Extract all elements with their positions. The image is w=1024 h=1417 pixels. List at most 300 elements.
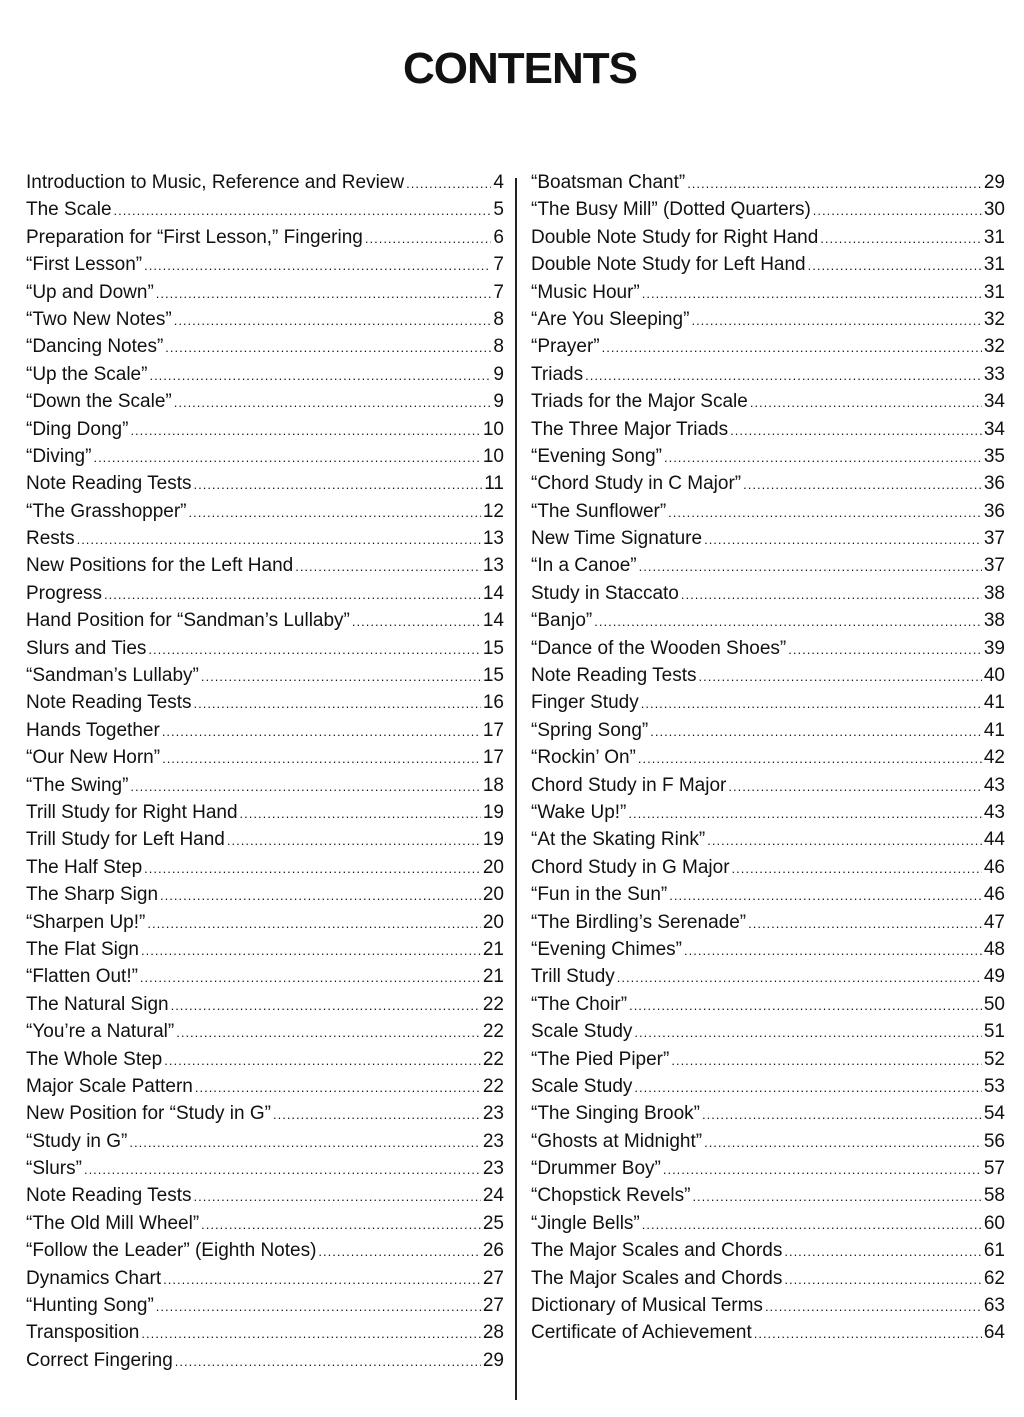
toc-entry-title: Finger Study	[531, 692, 639, 714]
toc-entry	[531, 254, 1005, 281]
dot-leader	[201, 669, 481, 684]
toc-entry	[26, 638, 504, 665]
toc-entry-page: 7	[493, 281, 504, 303]
dot-leader	[171, 998, 481, 1013]
toc-entry-title: Chord Study in F Major	[531, 774, 727, 796]
toc-entry	[26, 775, 504, 802]
toc-entry-page: 39	[983, 637, 1005, 659]
toc-entry-title: “Boatsman Chant”	[531, 172, 686, 193]
toc-entry-page: 43	[983, 801, 1005, 823]
toc-entry-title: Transposition	[26, 1322, 140, 1344]
toc-entry	[531, 309, 1005, 336]
toc-entry-title: “The Choir”	[531, 993, 628, 1015]
toc-entry	[26, 254, 504, 281]
toc-entry-title: The Half Step	[26, 856, 143, 878]
dot-leader	[156, 1299, 481, 1314]
toc-entry	[531, 1103, 1005, 1130]
dot-leader	[668, 505, 982, 520]
dot-leader	[634, 1025, 981, 1040]
dot-leader	[77, 532, 481, 547]
toc-entry-title: Scale Study	[531, 1021, 633, 1043]
toc-entry-page: 23	[482, 1158, 504, 1180]
dot-leader	[629, 998, 982, 1013]
dot-leader	[164, 1053, 481, 1068]
toc-entry	[26, 857, 504, 884]
dot-leader	[704, 1135, 982, 1150]
dot-leader	[162, 724, 481, 739]
toc-entry-page: 42	[983, 747, 1005, 769]
toc-entry	[531, 1049, 1005, 1076]
toc-entry-title: “Ding Dong”	[26, 418, 129, 440]
toc-entry-page: 18	[482, 774, 504, 796]
toc-entry-title: “Jingle Bells”	[531, 1212, 640, 1234]
dot-leader	[130, 423, 480, 438]
toc-entry-title: “Chopstick Revels”	[531, 1185, 691, 1207]
dot-leader	[743, 477, 982, 492]
toc-entry-page: 10	[482, 418, 504, 440]
dot-leader	[602, 340, 982, 355]
toc-entry	[531, 364, 1005, 391]
toc-entry-title: Certificate of Achievement	[531, 1322, 752, 1344]
toc-entry	[531, 1240, 1005, 1267]
toc-entry	[531, 747, 1005, 774]
toc-entry-title: “Our New Horn”	[26, 747, 161, 769]
toc-entry-title: Study in Staccato	[531, 582, 679, 604]
toc-entry	[531, 473, 1005, 500]
toc-entry	[26, 473, 504, 500]
toc-entry	[26, 939, 504, 966]
toc-entry-title: “The Grasshopper”	[26, 500, 187, 522]
dot-leader	[129, 1135, 480, 1150]
toc-entry-title: New Positions for the Left Hand	[26, 555, 294, 577]
toc-entry-title: Preparation for “First Lesson,” Fingering	[26, 226, 363, 248]
toc-entry-title: “Diving”	[26, 445, 92, 467]
toc-entry	[531, 1322, 1005, 1349]
toc-entry-page: 32	[983, 308, 1005, 330]
toc-entry-page: 31	[983, 281, 1005, 303]
toc-entry-page: 27	[482, 1267, 504, 1289]
toc-entry	[26, 1021, 504, 1048]
toc-entry-page: 33	[983, 363, 1005, 385]
toc-entry	[26, 610, 504, 637]
toc-entry-title: The Flat Sign	[26, 938, 139, 960]
dot-leader	[195, 1080, 481, 1095]
dot-leader	[141, 1326, 481, 1341]
toc-entry-page: 14	[482, 610, 504, 632]
toc-entry	[26, 1103, 504, 1130]
dot-leader	[163, 1272, 481, 1287]
toc-entry	[531, 528, 1005, 555]
toc-entry-page: 11	[484, 473, 504, 495]
toc-entry-title: “Sandman’s Lullaby”	[26, 665, 199, 687]
toc-entry-page: 52	[983, 1048, 1005, 1070]
dot-leader	[728, 779, 982, 794]
toc-entry-page: 10	[482, 445, 504, 467]
dot-leader	[318, 1244, 480, 1259]
toc-entry	[531, 1213, 1005, 1240]
toc-entry-title: “You’re a Natural”	[26, 1021, 175, 1043]
dot-leader	[750, 395, 982, 410]
toc-entry-page: 38	[983, 610, 1005, 632]
toc-entry-title: “Sharpen Up!”	[26, 911, 146, 933]
toc-entry	[26, 1131, 504, 1158]
toc-entry-page: 30	[983, 199, 1005, 221]
toc-entry-title: The Natural Sign	[26, 993, 169, 1015]
toc-entry	[26, 1076, 504, 1103]
dot-leader	[162, 751, 481, 766]
toc-entry-page: 19	[482, 801, 504, 823]
toc-entry	[26, 1268, 504, 1295]
toc-entry	[531, 665, 1005, 692]
toc-entry-title: “The Sunflower”	[531, 500, 667, 522]
toc-entry	[531, 829, 1005, 856]
dot-leader	[684, 943, 982, 958]
toc-entry-page: 28	[482, 1322, 504, 1344]
dot-leader	[691, 313, 981, 328]
toc-entry-title: Double Note Study for Left Hand	[531, 254, 806, 276]
toc-entry	[531, 501, 1005, 528]
toc-entry-title: “Wake Up!”	[531, 801, 627, 823]
toc-entry-title: “Slurs”	[26, 1158, 82, 1180]
dot-leader	[141, 943, 481, 958]
toc-entry-title: “Banjo”	[531, 610, 593, 632]
toc-entry-title: Slurs and Ties	[26, 637, 147, 659]
toc-entry	[531, 172, 1005, 199]
toc-entry-title: Note Reading Tests	[531, 665, 697, 687]
toc-entry	[26, 1213, 504, 1240]
toc-entry-title: “Drummer Boy”	[531, 1158, 661, 1180]
toc-entry-page: 63	[983, 1295, 1005, 1317]
toc-right-column	[531, 172, 1005, 1350]
toc-entry-title: Trill Study	[531, 966, 615, 988]
dot-leader	[273, 1107, 481, 1122]
dot-leader	[147, 916, 481, 931]
toc-entry-title: Introduction to Music, Reference and Review	[26, 172, 405, 193]
dot-leader	[617, 970, 982, 985]
toc-entry-title: “Down the Scale”	[26, 391, 172, 413]
toc-entry	[531, 1131, 1005, 1158]
dot-leader	[704, 532, 982, 547]
toc-entry	[531, 282, 1005, 309]
toc-entry-page: 27	[482, 1295, 504, 1317]
toc-entry-title: Chord Study in G Major	[531, 856, 730, 878]
toc-entry	[531, 1021, 1005, 1048]
toc-entry-title: “Follow the Leader” (Eighth Notes)	[26, 1240, 317, 1262]
dot-leader	[642, 286, 982, 301]
toc-entry	[26, 501, 504, 528]
dot-leader	[698, 669, 981, 684]
toc-entry-title: “The Pied Piper”	[531, 1048, 670, 1070]
toc-entry	[531, 1158, 1005, 1185]
toc-entry-page: 22	[482, 993, 504, 1015]
toc-entry-page: 32	[983, 336, 1005, 358]
toc-entry-page: 48	[983, 938, 1005, 960]
toc-entry	[531, 227, 1005, 254]
dot-leader	[754, 1326, 982, 1341]
toc-entry	[531, 555, 1005, 582]
toc-entry-title: “The Swing”	[26, 774, 129, 796]
dot-leader	[149, 368, 491, 383]
toc-entry-title: “Prayer”	[531, 336, 600, 358]
dot-leader	[681, 587, 982, 602]
dot-leader	[765, 1299, 982, 1314]
toc-entry	[26, 802, 504, 829]
dot-leader	[642, 1217, 982, 1232]
dot-leader	[634, 1080, 981, 1095]
toc-entry	[531, 994, 1005, 1021]
toc-entry-page: 5	[493, 199, 504, 221]
toc-entry	[26, 1295, 504, 1322]
toc-entry	[531, 391, 1005, 418]
dot-leader	[641, 696, 982, 711]
toc-entry-page: 14	[482, 582, 504, 604]
toc-entry-page: 31	[983, 254, 1005, 276]
toc-entry-page: 49	[983, 966, 1005, 988]
toc-entry-page: 58	[983, 1185, 1005, 1207]
toc-entry-title: “The Old Mill Wheel”	[26, 1212, 200, 1234]
toc-entry	[531, 419, 1005, 446]
toc-entry-page: 40	[983, 665, 1005, 687]
toc-entry	[531, 1076, 1005, 1103]
toc-left-column	[26, 172, 504, 1377]
toc-entry	[531, 775, 1005, 802]
dot-leader	[650, 724, 982, 739]
dot-leader	[707, 833, 982, 848]
toc-entry-page: 16	[482, 692, 504, 714]
toc-entry-title: Trill Study for Right Hand	[26, 801, 238, 823]
toc-entry-page: 19	[482, 829, 504, 851]
toc-entry-page: 22	[482, 1021, 504, 1043]
dot-leader	[193, 696, 480, 711]
dot-leader	[193, 1189, 480, 1204]
toc-entry	[531, 884, 1005, 911]
dot-leader	[176, 1025, 481, 1040]
toc-entry	[26, 336, 504, 363]
toc-entry-title: The Scale	[26, 199, 112, 221]
toc-entry-page: 37	[983, 555, 1005, 577]
dot-leader	[808, 258, 982, 273]
toc-entry-page: 4	[493, 172, 504, 193]
toc-entry-page: 47	[983, 911, 1005, 933]
dot-leader	[144, 861, 481, 876]
toc-entry-page: 38	[983, 582, 1005, 604]
dot-leader	[585, 368, 982, 383]
toc-entry	[531, 966, 1005, 993]
toc-entry-title: “The Birdling’s Serenade”	[531, 911, 747, 933]
toc-entry-page: 64	[983, 1322, 1005, 1344]
toc-entry-page: 20	[482, 856, 504, 878]
dot-leader	[193, 477, 482, 492]
toc-entry-title: “Spring Song”	[531, 719, 649, 741]
toc-entry-page: 22	[482, 1075, 504, 1097]
toc-entry-page: 24	[482, 1185, 504, 1207]
dot-leader	[730, 423, 982, 438]
toc-entry-page: 9	[493, 363, 504, 385]
toc-entry-page: 37	[983, 528, 1005, 550]
toc-entry-title: The Whole Step	[26, 1048, 163, 1070]
dot-leader	[240, 806, 481, 821]
dot-leader	[788, 642, 982, 657]
toc-entry-title: “Music Hour”	[531, 281, 640, 303]
toc-entry-title: The Three Major Triads	[531, 418, 729, 440]
toc-entry-page: 21	[482, 966, 504, 988]
toc-entry-page: 60	[983, 1212, 1005, 1234]
toc-entry-page: 17	[482, 747, 504, 769]
toc-entry-title: Double Note Study for Right Hand	[531, 226, 819, 248]
toc-entry-page: 46	[983, 884, 1005, 906]
toc-entry	[26, 912, 504, 939]
dot-leader	[732, 861, 982, 876]
toc-entry-title: “Chord Study in C Major”	[531, 473, 742, 495]
toc-entry-page: 36	[983, 500, 1005, 522]
toc-entry-page: 17	[482, 719, 504, 741]
toc-entry-title: “In a Canoe”	[531, 555, 637, 577]
toc-entry	[531, 610, 1005, 637]
dot-leader	[748, 916, 982, 931]
toc-entry	[531, 1185, 1005, 1212]
dot-leader	[148, 642, 480, 657]
toc-entry-title: Scale Study	[531, 1075, 633, 1097]
toc-entry-page: 13	[482, 528, 504, 550]
toc-entry	[531, 1268, 1005, 1295]
toc-entry-page: 29	[983, 172, 1005, 193]
toc-entry	[531, 446, 1005, 473]
toc-entry-title: Dynamics Chart	[26, 1267, 162, 1289]
toc-entry-title: Rests	[26, 528, 75, 550]
toc-entry	[26, 555, 504, 582]
toc-entry-title: “The Busy Mill” (Dotted Quarters)	[531, 199, 811, 221]
dot-leader	[174, 313, 492, 328]
toc-entry-page: 21	[482, 938, 504, 960]
dot-leader	[156, 286, 492, 301]
toc-entry-page: 41	[983, 692, 1005, 714]
dot-leader	[352, 614, 481, 629]
toc-entry-page: 62	[983, 1267, 1005, 1289]
dot-leader	[692, 1189, 981, 1204]
dot-leader	[671, 1053, 982, 1068]
toc-entry	[531, 912, 1005, 939]
dot-leader	[784, 1244, 982, 1259]
toc-entry-page: 22	[482, 1048, 504, 1070]
toc-entry	[531, 199, 1005, 226]
toc-entry-title: Hands Together	[26, 719, 160, 741]
toc-entry-title: “Evening Song”	[531, 445, 662, 467]
toc-entry-title: “Flatten Out!”	[26, 966, 138, 988]
toc-entry	[26, 1240, 504, 1267]
toc-entry-title: Dictionary of Musical Terms	[531, 1295, 763, 1317]
dot-leader	[813, 203, 982, 218]
toc-entry	[26, 1049, 504, 1076]
toc-entry	[531, 583, 1005, 610]
column-divider	[515, 178, 517, 1400]
toc-entry-title: “First Lesson”	[26, 254, 143, 276]
toc-entry-page: 35	[983, 445, 1005, 467]
dot-leader	[130, 779, 480, 794]
toc-entry-title: Note Reading Tests	[26, 473, 192, 495]
toc-entry-page: 57	[983, 1158, 1005, 1180]
toc-entry	[26, 199, 504, 226]
toc-entry	[531, 638, 1005, 665]
toc-entry-title: “Rockin’ On”	[531, 747, 636, 769]
toc-entry-title: New Time Signature	[531, 528, 703, 550]
dot-leader	[687, 176, 982, 191]
toc-entry-title: The Sharp Sign	[26, 884, 159, 906]
toc-entry	[26, 665, 504, 692]
dot-leader	[189, 505, 481, 520]
dot-leader	[174, 395, 492, 410]
toc-entry-page: 41	[983, 719, 1005, 741]
toc-entry-title: “The Singing Brook”	[531, 1103, 700, 1125]
dot-leader	[664, 450, 982, 465]
toc-entry-page: 23	[482, 1130, 504, 1152]
toc-entry-page: 43	[983, 774, 1005, 796]
dot-leader	[227, 833, 481, 848]
toc-entry-page: 50	[983, 993, 1005, 1015]
toc-entry-title: New Position for “Study in G”	[26, 1103, 271, 1125]
toc-entry-page: 15	[482, 665, 504, 687]
toc-entry	[26, 391, 504, 418]
toc-entry-page: 51	[983, 1021, 1005, 1043]
toc-entry	[531, 692, 1005, 719]
toc-entry-title: “Hunting Song”	[26, 1295, 154, 1317]
toc-entry	[26, 1322, 504, 1349]
toc-entry-title: “Are You Sleeping”	[531, 308, 690, 330]
toc-entry	[26, 172, 504, 199]
dot-leader	[820, 231, 982, 246]
toc-entry	[26, 747, 504, 774]
toc-entry-title: “Two New Notes”	[26, 308, 172, 330]
toc-entry	[531, 939, 1005, 966]
toc-entry	[531, 336, 1005, 363]
toc-entry-title: Triads	[531, 363, 584, 385]
toc-entry-title: Hand Position for “Sandman’s Lullaby”	[26, 610, 350, 632]
dot-leader	[93, 450, 480, 465]
dot-leader	[702, 1107, 982, 1122]
toc-entry-page: 6	[493, 226, 504, 248]
dot-leader	[175, 1354, 481, 1369]
toc-entry-page: 53	[983, 1075, 1005, 1097]
toc-entry	[531, 1295, 1005, 1322]
toc-entry	[26, 884, 504, 911]
toc-entry-page: 8	[493, 336, 504, 358]
toc-entry	[531, 802, 1005, 829]
toc-entry	[26, 966, 504, 993]
toc-entry	[26, 1185, 504, 1212]
toc-entry	[26, 528, 504, 555]
toc-entry	[26, 1158, 504, 1185]
toc-entry-title: “Study in G”	[26, 1130, 128, 1152]
toc-entry-page: 36	[983, 473, 1005, 495]
toc-entry-title: “Dancing Notes”	[26, 336, 164, 358]
page-title: CONTENTS	[403, 44, 637, 93]
toc-entry-page: 15	[482, 637, 504, 659]
toc-entry-page: 20	[482, 884, 504, 906]
toc-entry-page: 12	[482, 500, 504, 522]
toc-entry-title: “Up the Scale”	[26, 363, 148, 385]
toc-entry	[26, 446, 504, 473]
toc-entry-title: “Up and Down”	[26, 281, 154, 303]
toc-entry	[26, 720, 504, 747]
toc-entry	[26, 994, 504, 1021]
dot-leader	[639, 559, 982, 574]
toc-entry	[531, 720, 1005, 747]
toc-entry	[26, 364, 504, 391]
toc-entry	[26, 282, 504, 309]
toc-entry-title: Trill Study for Left Hand	[26, 829, 225, 851]
toc-entry	[26, 692, 504, 719]
toc-entry	[531, 857, 1005, 884]
dot-leader	[365, 231, 492, 246]
